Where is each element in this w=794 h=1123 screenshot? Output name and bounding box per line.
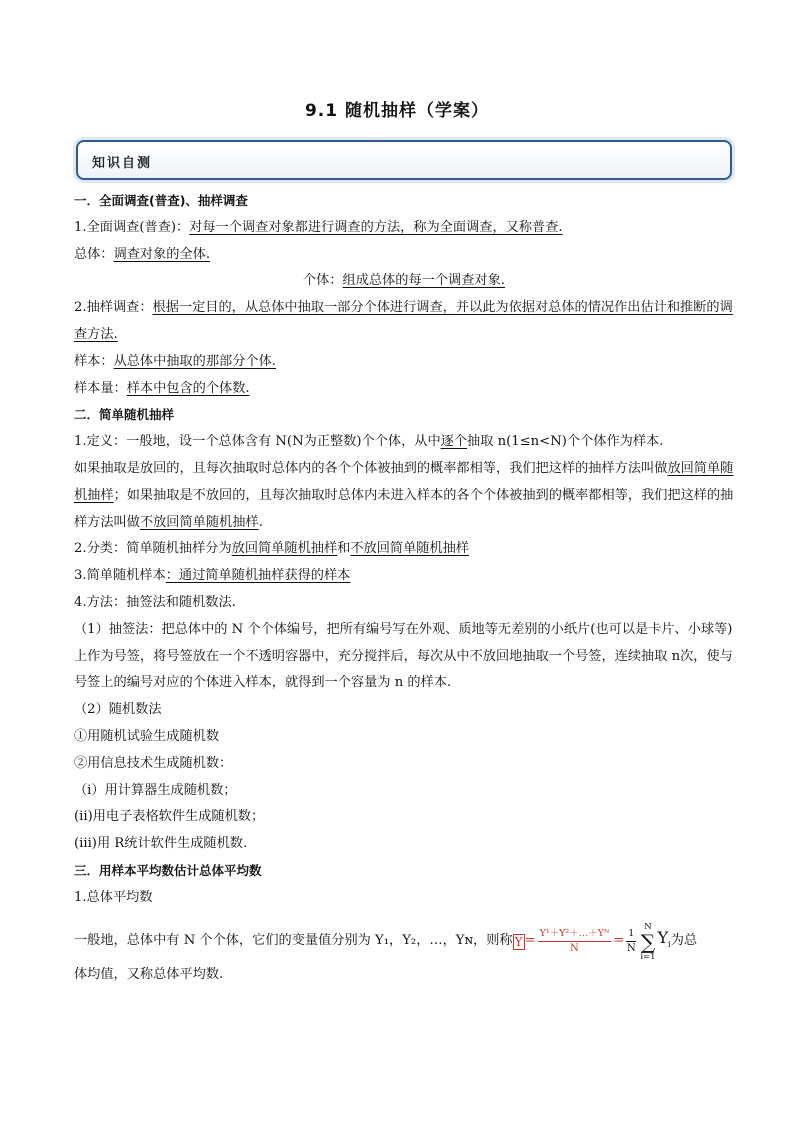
paragraph-random-experiment: ①用随机试验生成随机数 [74, 728, 220, 744]
paragraph-calculator: （i）用计算器生成随机数； [74, 782, 237, 798]
mean-symbol: Y [514, 934, 523, 949]
page-title: 9.1 随机抽样（学案） [304, 101, 490, 121]
paragraph-individual: 个体：组成总体的每一个调查对象. [302, 273, 505, 289]
heading-mean-estimation: 三．用样本平均数估计总体平均数 [74, 862, 262, 878]
banner-label: 知识自测 [92, 156, 153, 171]
paragraph-classification: 2.分类：简单随机抽样分为放回简单随机抽样和不放回简单随机抽样 [74, 541, 470, 557]
paragraph-population: 总体：调查对象的全体. [74, 246, 211, 262]
heading-simple-random: 二．简单随机抽样 [74, 407, 175, 423]
paragraph-sample-size: 样本量：样本中包含的个体数. [74, 380, 250, 396]
paragraph-info-tech: ②用信息技术生成随机数： [74, 755, 233, 771]
document-body [74, 188, 734, 988]
section-banner [76, 140, 732, 180]
paragraph-spreadsheet: (ii)用电子表格软件生成随机数； [74, 809, 265, 825]
paragraph-sample: 样本：从总体中抽取的那部分个体. [74, 353, 277, 369]
summation-symbol: N ∑ i=1 [640, 921, 656, 962]
paragraph-sampling-survey: 2.抽样调查：根据一定目的，从总体中抽取一部分个体进行调查，并以此为依据对总体的情况作出估计和推断的调查方法. [74, 300, 733, 342]
paragraph-simple-sample: 3.简单随机样本：通过简单随机抽样获得的样本 [74, 568, 351, 584]
paragraph-r-software: (iii)用 R统计软件生成随机数. [74, 836, 248, 852]
paragraph-mean-definition: 体均值，又称总体平均数. [74, 966, 224, 982]
formula-line: 一般地，总体中有 N 个个体，它们的变量值分别为 Y₁，Y₂，…，Yɴ，则称 Y = $\frac{\text{Y¹＋Y²＋…＋Yᴺ}}{N}$ = $\frac{1}{N}$ N ∑ i=1 $Y_i$ 为总 [74, 921, 698, 962]
summand: $Y_i$ [657, 927, 671, 949]
paragraph-population-mean: 1.总体平均数 [74, 889, 153, 905]
mean-fraction: $\frac{\text{Y¹＋Y²＋…＋Yᴺ}}{N}$ [539, 928, 610, 955]
paragraph-replacement: 如果抽取是放回的，且每次抽取时总体内的各个个体被抽到的概率都相等，我们把这样的抽样方法叫做放回简单随机抽样；如果抽取是不放回的，且每次抽取时总体内未进入样本的各个个体被抽到的概率都相等，我们把这样的抽样方法叫做不放回简单随机抽样. [74, 460, 734, 530]
paragraph-definition: 1.定义：一般地，设一个总体含有 N(N为正整数)个个体，从中逐个抽取 n(1≤n<N)个个体作为样本. [74, 434, 664, 450]
paragraph-methods: 4.方法：抽签法和随机数法. [74, 594, 236, 610]
paragraph-random-number: （2）随机数法 [74, 702, 162, 718]
paragraph-lottery: （1）抽签法：把总体中的 N 个个体编号，把所有编号写在外观、质地等无差别的小纸片(也可以是卡片、小球等)上作为号签，将号签放在一个不透明容器中，充分搅拌后，每次从中不放回地抽取一个号签，连续抽取 n次，使与号签上的编号对应的个体进入样本，就得到一个容量为 n 的样本. [74, 621, 733, 691]
heading-survey: 一．全面调查(普查)、抽样调查 [74, 193, 248, 208]
paragraph-census: 1.全面调查(普查)：对每一个调查对象都进行调查的方法，称为全面调查，又称普查. [74, 219, 563, 235]
reciprocal-fraction: $\frac{1}{N}$ [626, 928, 636, 955]
